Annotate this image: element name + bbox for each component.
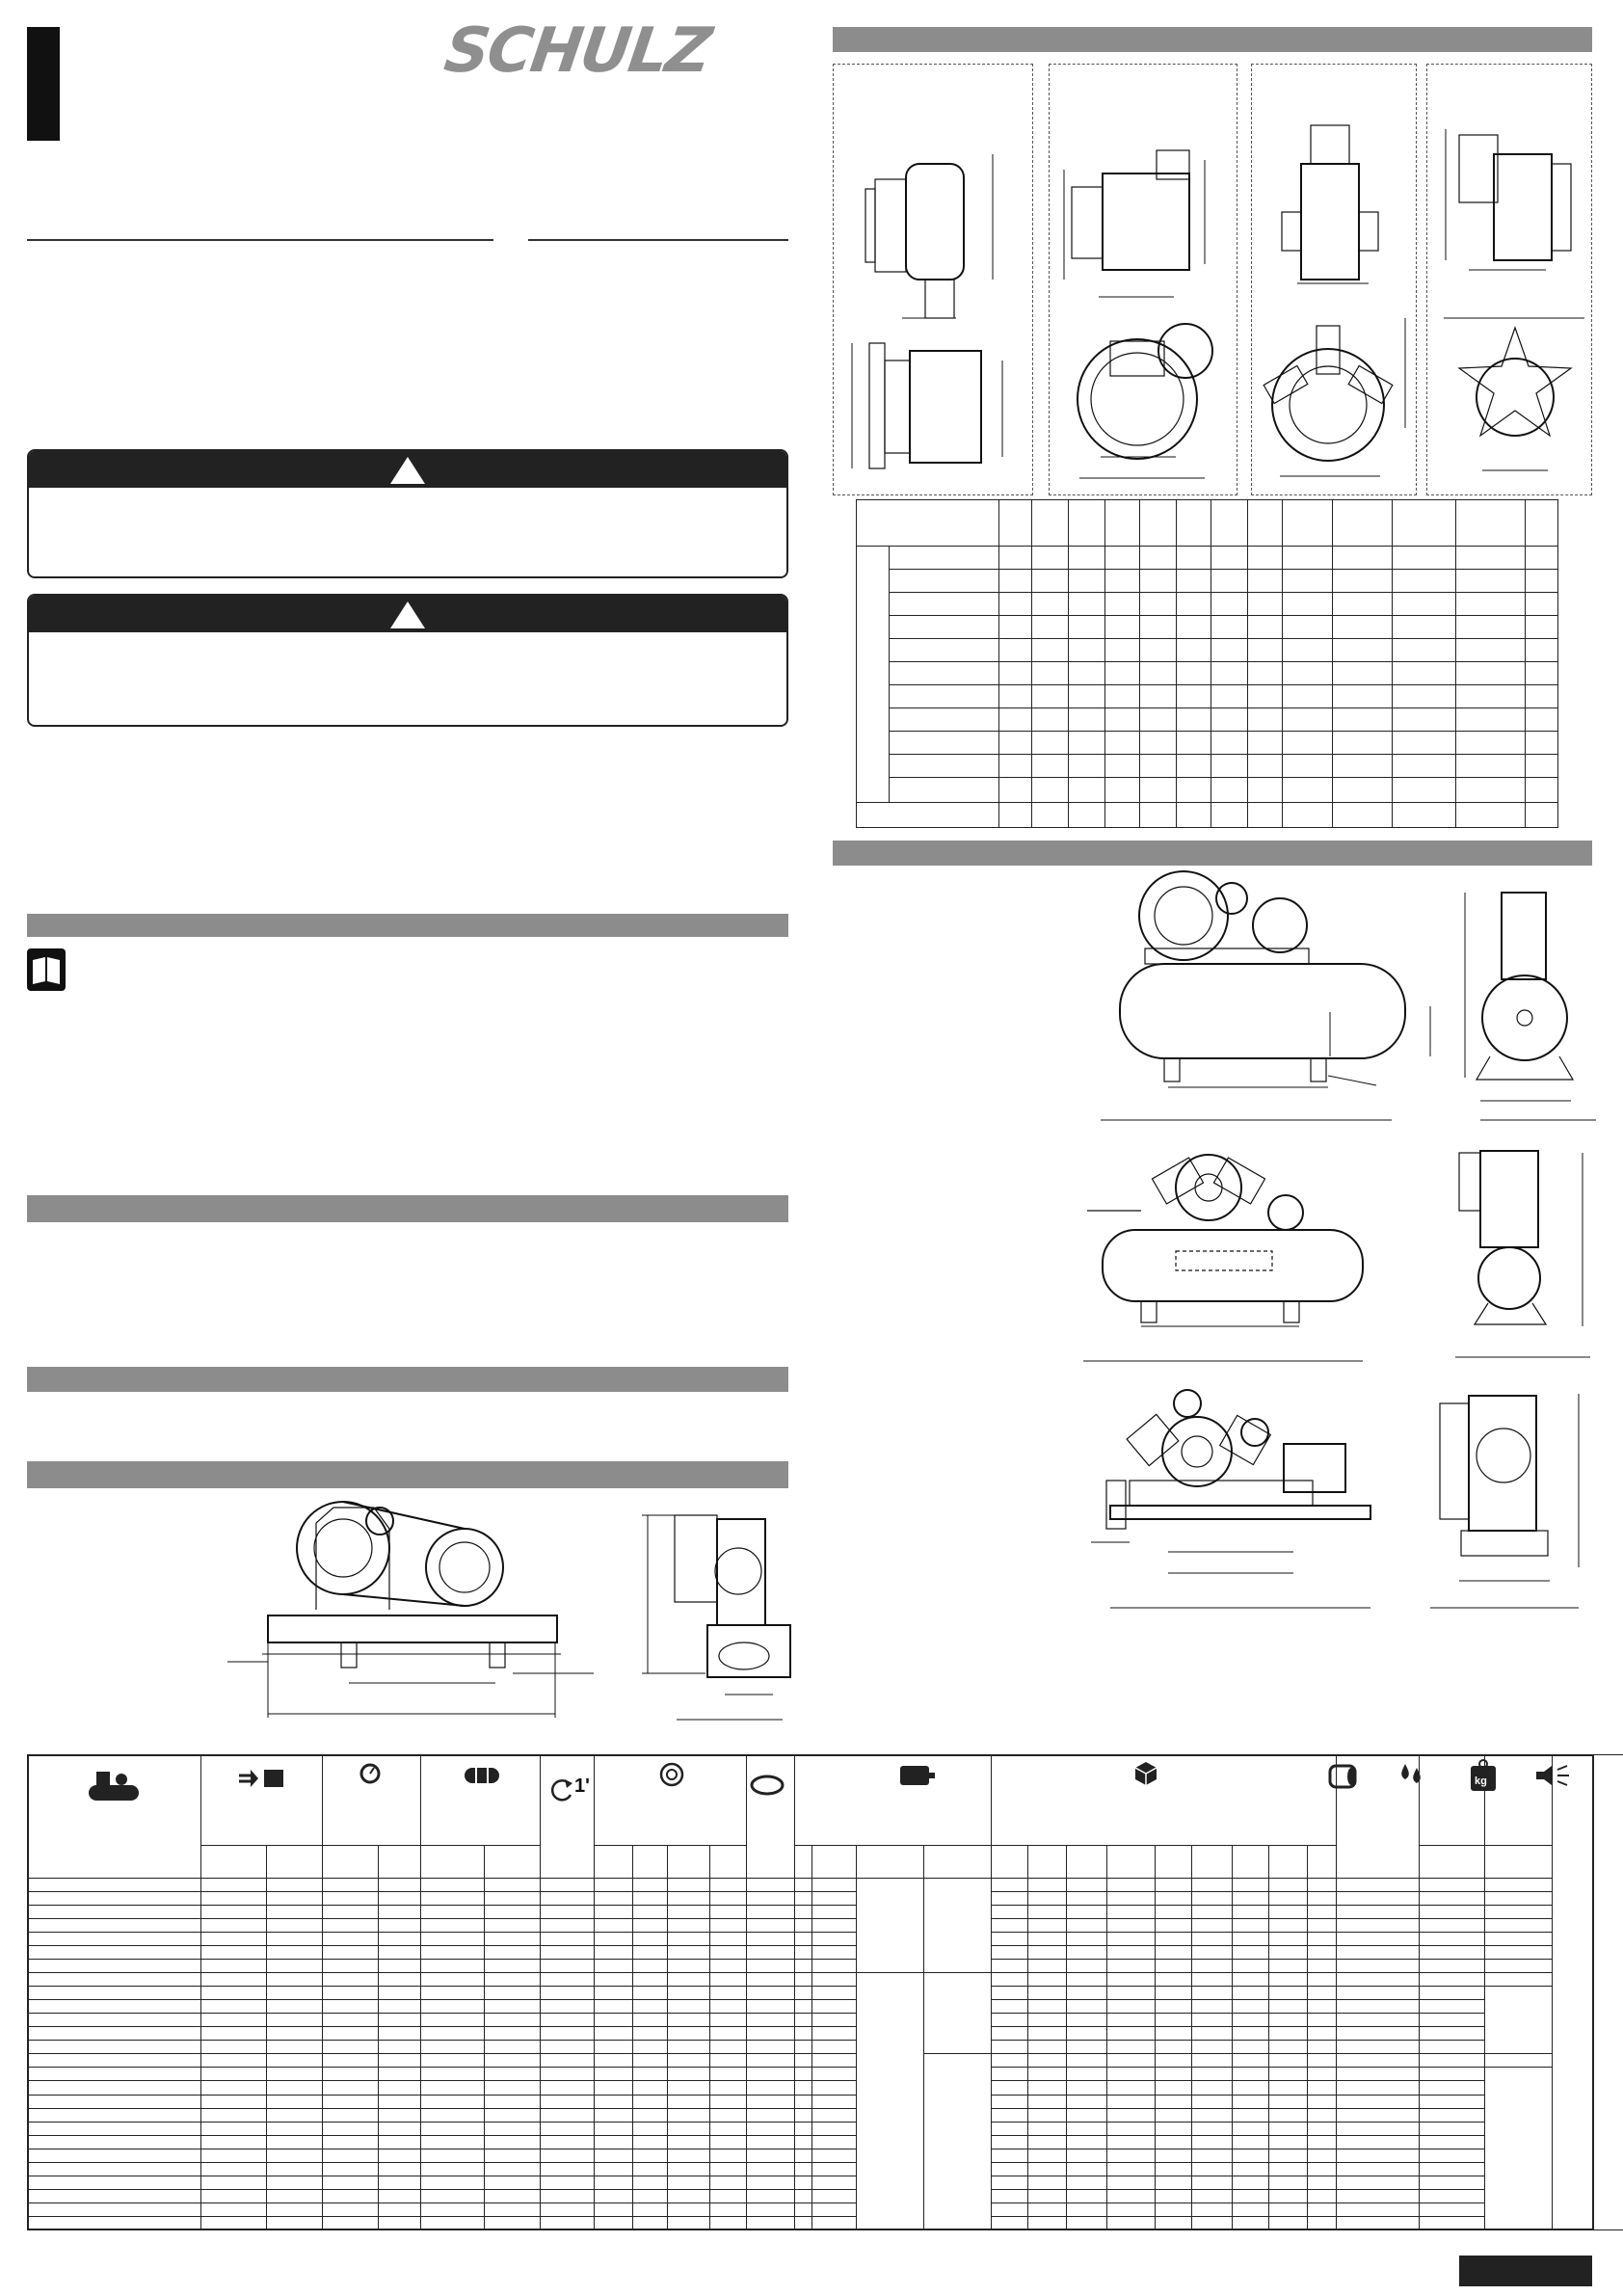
rotation-label: 1' [574, 1775, 590, 1797]
base-compressor-side [1424, 1388, 1588, 1629]
pressure-gauge-icon [359, 1762, 382, 1785]
motor-icon [896, 1760, 935, 1789]
pump-3-front-view [1259, 312, 1413, 486]
pump-1-side-view [848, 332, 1022, 486]
pump-1-top-view [848, 135, 1022, 328]
pump-2-top-view [1060, 145, 1224, 308]
divider-left [27, 239, 493, 241]
tank-compressor-2-side [1446, 1143, 1590, 1375]
section-bar-right-1 [833, 27, 1592, 52]
open-book-icon [27, 948, 66, 991]
box-icon [1133, 1760, 1158, 1787]
tank-compressor-1-side [1451, 873, 1596, 1124]
warning-header [29, 451, 786, 488]
warning-triangle-icon [390, 601, 425, 628]
section-bar-left-2 [27, 1195, 788, 1222]
belt-icon [750, 1772, 785, 1799]
pump-dimension-table [856, 499, 1558, 828]
noise-icon [1534, 1764, 1573, 1787]
pump-2-front-view [1060, 312, 1224, 486]
tank-compressor-1-front [1087, 868, 1444, 1128]
warning-header [29, 596, 786, 632]
base-compressor-front [1091, 1384, 1380, 1625]
page-footer-tab [1459, 2256, 1592, 2286]
pump-3-top-view [1263, 116, 1407, 289]
oil-drop-icon [1397, 1760, 1426, 1789]
divider-right [528, 239, 788, 241]
pump-4-front-view [1440, 308, 1594, 482]
pulley-icon [657, 1760, 686, 1789]
air-flow-icon [237, 1766, 285, 1795]
pump-4-top-view [1440, 116, 1584, 280]
compressor-side-drawing [638, 1513, 792, 1754]
filter-icon [1326, 1762, 1361, 1791]
warning-triangle-icon [390, 457, 425, 484]
section-bar-right-2 [833, 841, 1592, 866]
spec-table [27, 1754, 1623, 2230]
compressor-icon [85, 1768, 143, 1810]
section-bar-left-3 [27, 1367, 788, 1392]
warning-box-2 [27, 594, 788, 727]
tank-compressor-2-front [1083, 1134, 1382, 1365]
warning-box-1 [27, 449, 788, 578]
weight-label: kg [1475, 1775, 1487, 1787]
header-black-tab [27, 27, 60, 141]
compressor-front-drawing [208, 1465, 594, 1725]
section-bar-left-1 [27, 914, 788, 937]
schulz-logo: SCHULZ [439, 15, 714, 87]
tank-icon [463, 1764, 501, 1787]
